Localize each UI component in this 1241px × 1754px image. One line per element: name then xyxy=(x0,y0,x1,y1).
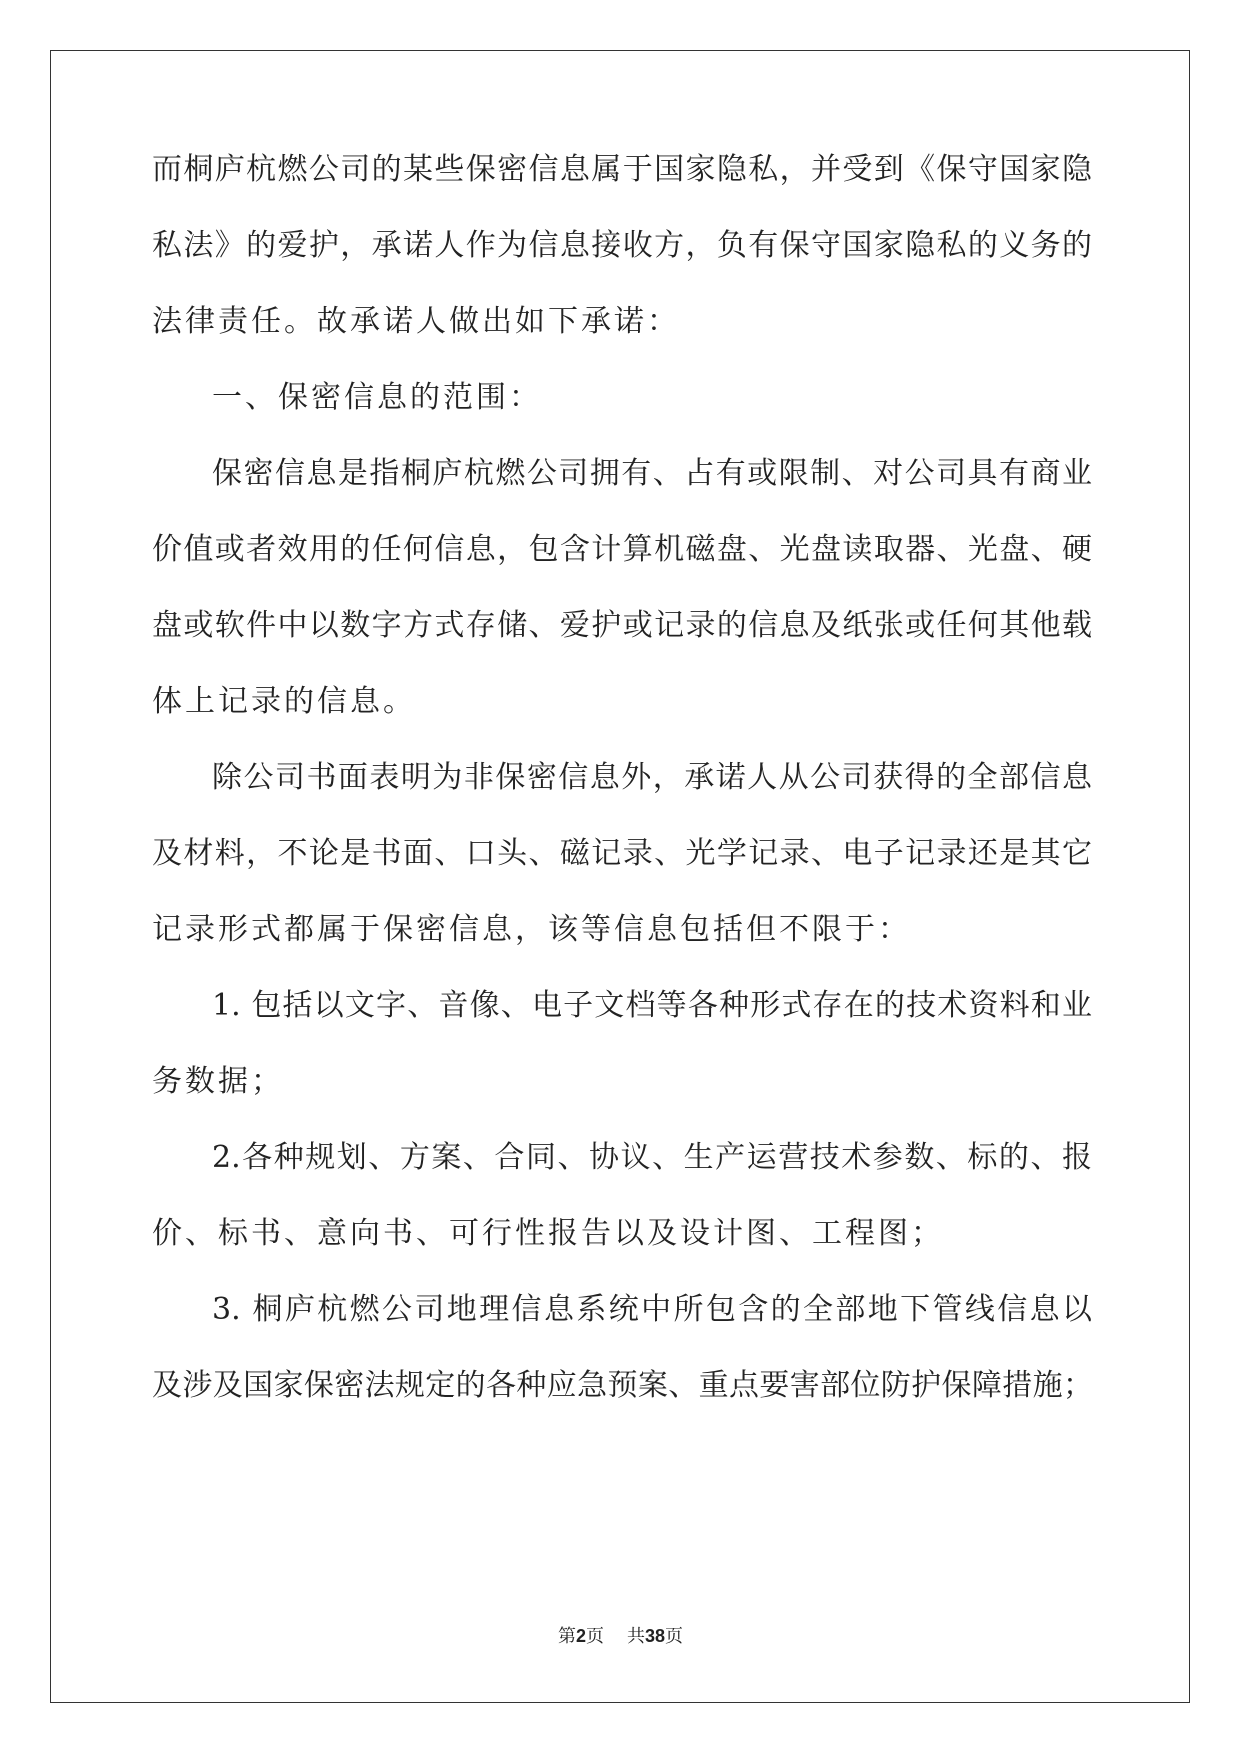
total-suffix: 页 xyxy=(664,1626,683,1647)
list-item-line: 2.各种规划、方案、合同、协议、生产运营技术参数、标的、报 xyxy=(212,1140,1092,1175)
paragraph-line: 私法》的爱护，承诺人作为信息接收方，负有保守国家隐私的义务的 xyxy=(152,228,1092,263)
page-number: 2 xyxy=(576,1626,587,1646)
paragraph-line: 价值或者效用的任何信息，包含计算机磁盘、光盘读取器、光盘、硬 xyxy=(152,532,1092,567)
page-prefix: 第 xyxy=(558,1626,577,1647)
total-pages: 38 xyxy=(644,1626,665,1646)
paragraph-line: 保密信息是指桐庐杭燃公司拥有、占有或限制、对公司具有商业 xyxy=(212,456,1092,491)
list-item-line: 1. 包括以文字、音像、电子文档等各种形式存在的技术资料和业 xyxy=(212,988,1092,1023)
section-heading: 一、保密信息的范围： xyxy=(212,380,542,415)
list-item-line: 及涉及国家保密法规定的各种应急预案、重点要害部位防护保障措施； xyxy=(152,1368,1092,1403)
list-item-line: 3. 桐庐杭燃公司地理信息系统中所包含的全部地下管线信息以 xyxy=(212,1292,1092,1327)
list-item-line: 价、标书、意向书、可行性报告以及设计图、工程图； xyxy=(152,1216,944,1251)
page-suffix: 页 xyxy=(586,1626,605,1647)
paragraph-line: 而桐庐杭燃公司的某些保密信息属于国家隐私，并受到《保守国家隐 xyxy=(152,152,1092,187)
paragraph-line: 及材料，不论是书面、口头、磁记录、光学记录、电子记录还是其它 xyxy=(152,836,1092,871)
list-item-line: 务数据； xyxy=(152,1064,284,1099)
page-footer xyxy=(0,1624,1241,1649)
page-border xyxy=(50,50,1190,1703)
total-prefix: 共 xyxy=(626,1626,645,1647)
paragraph-line: 记录形式都属于保密信息，该等信息包括但不限于： xyxy=(152,912,911,947)
paragraph-line: 体上记录的信息。 xyxy=(152,684,416,719)
paragraph-line: 盘或软件中以数字方式存储、爱护或记录的信息及纸张或任何其他载 xyxy=(152,608,1092,643)
paragraph-line: 法律责任。故承诺人做出如下承诺： xyxy=(152,304,680,339)
paragraph-line: 除公司书面表明为非保密信息外，承诺人从公司获得的全部信息 xyxy=(212,760,1092,795)
